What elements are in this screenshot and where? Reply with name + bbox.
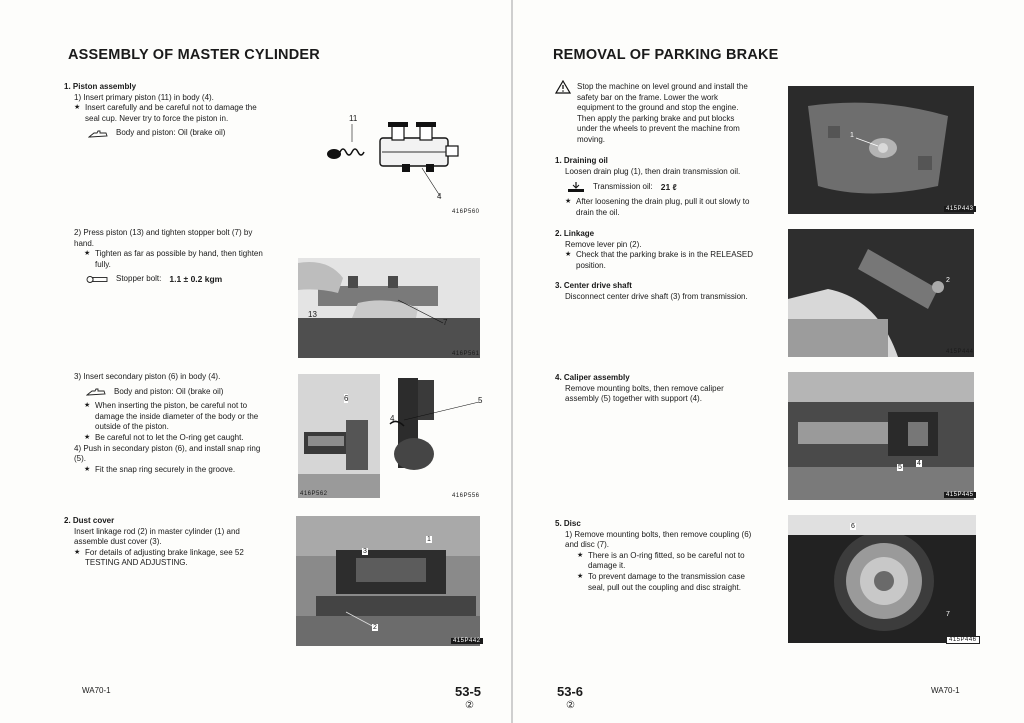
section-heading: 1. Draining oil (555, 156, 608, 165)
figure-snap-ring (384, 374, 484, 494)
photo-label: 1 (427, 536, 431, 543)
oil-can-icon (86, 388, 106, 396)
note-text: ★ When inserting the piston, be careful not to damage the inside diameter of the body or the outside of the piston. (84, 401, 264, 433)
footer-model: WA70-1 (82, 686, 111, 695)
step-secondary-piston (74, 372, 264, 475)
note-text: ★ Fit the snap ring securely in the groove. (84, 465, 264, 476)
figure-caption: 416P556 (452, 493, 480, 499)
photo-secondary-piston (298, 374, 380, 498)
lubricant-spec (86, 387, 264, 398)
photo-illustration (298, 258, 480, 358)
photo-label: 5 (898, 464, 902, 471)
section-caliper-assembly (555, 373, 755, 405)
footer-model: WA70-1 (931, 686, 960, 695)
section-piston-assembly (64, 82, 269, 143)
photo-label: 13 (308, 310, 317, 319)
photo-caliper (788, 372, 974, 500)
page-title: REMOVAL OF PARKING BRAKE (553, 47, 779, 63)
figure-caption: 415P444 (946, 349, 974, 355)
note-text: ★ After loosening the drain plug, pull it out slowly to drain the oil. (565, 197, 755, 218)
oil-can-icon (88, 130, 108, 138)
photo-label: 6 (344, 394, 349, 403)
note-text: ★ To prevent damage to the transmission case seal, pull out the coupling and disc straight. (577, 572, 760, 593)
section-draining-oil (555, 156, 755, 218)
section-text: Loosen drain plug (1), then drain transmission oil. (565, 166, 741, 176)
spec-text: Body and piston: Oil (brake oil) (116, 128, 226, 138)
note-text: ★ Be careful not to let the O-ring get caught. (84, 433, 264, 444)
photo-illustration (296, 516, 480, 646)
revision-mark: ② (566, 700, 575, 711)
section-center-drive-shaft (555, 281, 755, 302)
section-text: Remove mounting bolts, then remove caliper assembly (5) together with support (4). (565, 383, 724, 404)
spec-text: Body and piston: Oil (brake oil) (114, 386, 224, 396)
torque-spec (86, 274, 264, 285)
photo-dust-cover (296, 516, 480, 646)
section-heading: 5. Disc (555, 519, 581, 528)
figure-caption: 415P442 (453, 638, 481, 644)
figure-label: 4 (437, 192, 442, 201)
section-heading: 2. Linkage (555, 229, 595, 238)
photo-illustration (788, 86, 974, 214)
photo-label: 7 (946, 611, 950, 618)
section-text: Remove lever pin (2). (565, 239, 642, 249)
step-text: 2) Press piston (13) and tighten stopper bolt (7) by hand. (74, 228, 253, 248)
note-text: ★ Insert carefully and be careful not to damage the seal cup. Never try to force the piston in. (74, 103, 269, 124)
photo-linkage (788, 229, 974, 357)
section-text: Disconnect center drive shaft (3) from transmission. (565, 291, 748, 301)
figure-label: 5 (478, 396, 483, 405)
photo-illustration (298, 374, 380, 498)
snap-ring-drawing (384, 374, 484, 494)
figure-caption: 416P561 (452, 351, 480, 357)
spec-label: Stopper bolt: (116, 274, 162, 284)
oil-capacity-spec (567, 181, 755, 193)
figure-caption: 416P560 (452, 209, 480, 215)
left-page (0, 0, 511, 723)
spec-label: Transmission oil: (593, 181, 653, 191)
page-number: 53-6 (557, 684, 584, 699)
note-text: ★ For details of adjusting brake linkage, see 52 TESTING AND ADJUSTING. (74, 548, 264, 569)
section-heading: 2. Dust cover (64, 516, 115, 525)
lubricant-spec (88, 128, 269, 139)
spec-value: 21 ℓ (660, 181, 677, 192)
torque-wrench-icon (86, 275, 108, 284)
figure-caption: 416P562 (300, 491, 328, 497)
note-text: ★ Tighten as far as possible by hand, then tighten fully. (84, 249, 264, 270)
figure-label: 11 (349, 114, 358, 123)
photo-tightening-bolt (298, 258, 480, 358)
photo-label: 7 (443, 318, 448, 327)
photo-label: 2 (946, 277, 950, 284)
section-linkage (555, 229, 755, 271)
section-text: Insert linkage rod (2) in master cylinder (1) and assemble dust cover (3). (74, 526, 240, 547)
revision-mark: ② (465, 700, 474, 711)
figure-caption: 415P445 (946, 492, 974, 498)
photo-illustration (788, 515, 976, 643)
section-heading: 3. Center drive shaft (555, 281, 632, 290)
warning-text: Stop the machine on level ground and install the safety bar on the frame. Lower the work equipment to the ground and stop the engine. Then apply the parking brake and put blocks under the wheels to prevent the machine from moving. (577, 82, 748, 144)
master-cylinder-drawing (322, 112, 472, 216)
step-text: 1) Remove mounting bolts, then remove coupling (6) and disc (7). (565, 529, 752, 550)
figure-caption: 415P446 (946, 636, 980, 644)
note-text: ★ Check that the parking brake is in the RELEASED position. (565, 250, 755, 271)
figure-master-cylinder (322, 112, 472, 216)
photo-illustration (788, 372, 974, 500)
figure-label: 4 (390, 414, 395, 423)
note-text: ★ There is an O-ring fitted, so be careful not to damage it. (577, 551, 760, 572)
warning-icon (555, 80, 571, 94)
photo-drain-plug (788, 86, 974, 214)
step-text: 1) Insert primary piston (11) in body (4). (74, 92, 214, 102)
step-text: 3) Insert secondary piston (6) in body (4). (74, 372, 221, 381)
photo-label: 3 (363, 548, 367, 555)
page-number: 53-5 (455, 684, 482, 699)
section-disc (555, 519, 760, 593)
section-heading: 1. Piston assembly (64, 82, 137, 91)
photo-disc (788, 515, 976, 643)
page-title: ASSEMBLY OF MASTER CYLINDER (68, 47, 320, 63)
spec-value: 1.1 ± 0.2 kgm (169, 274, 223, 285)
photo-label: 6 (851, 523, 855, 530)
photo-label: 1 (850, 132, 854, 139)
photo-label: 4 (917, 460, 921, 467)
section-dust-cover (64, 516, 264, 569)
section-heading: 4. Caliper assembly (555, 373, 630, 382)
figure-caption: 415P443 (946, 206, 974, 212)
step-press-piston (74, 228, 264, 289)
photo-label: 2 (373, 624, 377, 631)
step-text: 4) Push in secondary piston (6), and install snap ring (5). (74, 443, 261, 464)
oil-level-icon (567, 181, 585, 193)
right-page (513, 0, 1024, 723)
photo-illustration (788, 229, 974, 357)
